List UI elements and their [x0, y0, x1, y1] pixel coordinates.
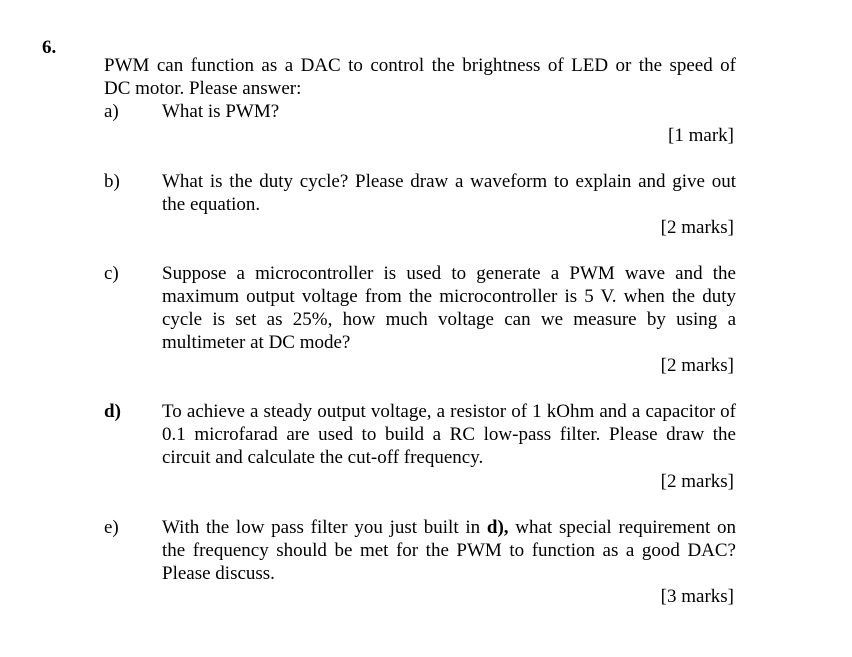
part-a-marks: [1 mark]	[668, 125, 734, 146]
part-c-label: c)	[104, 263, 119, 284]
part-d-text: To achieve a steady output voltage, a resistor of 1 kOhm and a capacitor of 0.1 microfarad are used to build a RC low-pass filter. Please draw the circuit and calculate the cut-off frequency.	[162, 401, 736, 468]
question-intro-line-1: PWM can function as a DAC to control the brightness of LED or the speed of	[104, 55, 736, 76]
part-e-text-bold-ref: d),	[486, 517, 509, 538]
part-e-text	[162, 516, 736, 585]
part-e-marks: [3 marks]	[660, 586, 734, 607]
part-a-label: a)	[104, 101, 119, 122]
part-a-text: What is PWM?	[162, 101, 280, 122]
part-c-text: Suppose a microcontroller is used to generate a PWM wave and the maximum output voltage from the microcontroller is 5 V. when the duty cycle is set as 25%, how much voltage can we measure by using a multimeter at DC mode?	[162, 263, 736, 353]
part-c-marks: [2 marks]	[660, 355, 734, 376]
part-e-text-after: what special requirement on the frequency should be met for the PWM to function as a good DAC? Please discuss.	[162, 517, 736, 584]
question-intro-line-2: DC motor. Please answer:	[104, 78, 302, 99]
part-b-label: b)	[104, 171, 120, 192]
part-e-text-before: With the low pass filter you just built in	[162, 517, 487, 538]
part-b-text: What is the duty cycle? Please draw a waveform to explain and give out the equation.	[162, 171, 736, 215]
question-number: 6.	[42, 37, 57, 58]
part-e-label: e)	[104, 517, 119, 538]
part-d-label: d)	[104, 401, 121, 422]
part-d-marks: [2 marks]	[660, 471, 734, 492]
part-b-marks: [2 marks]	[660, 217, 734, 238]
